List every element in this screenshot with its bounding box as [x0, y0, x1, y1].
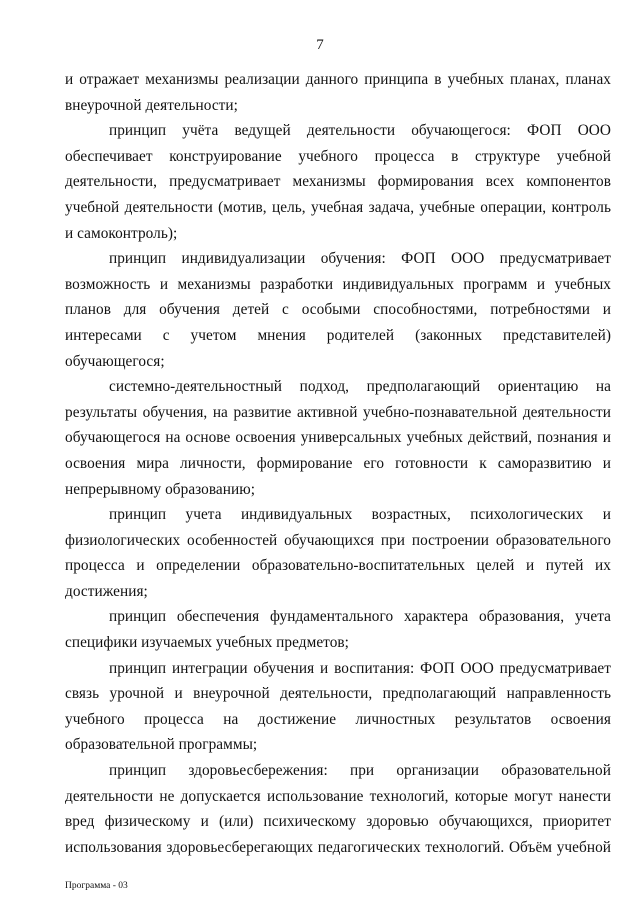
paragraph-system-activity: системно-деятельностный подход, предполагающий ориентацию на результаты обучения, на развитие активной учебно-познавательной деятельности обучающегося на основе освоения универсальных учебных действий, познания и освоения мира личности, формирование его готовности к саморазвитию и непрерывному образованию;: [65, 378, 611, 498]
paragraph-individual-features: принцип учета индивидуальных возрастных, психологических и физиологических особенностей обучающихся при построении образовательного процесса и определении образовательно-воспитательных целей и путей их достижения;: [65, 506, 611, 600]
paragraph-individualization: принцип индивидуализации обучения: ФОП ООО предусматривает возможность и механизмы разработки индивидуальных программ и учебных планов для обучения детей с особыми способностями, потребностями и интересами с учетом мнения родителей (законных представителей) обучающегося;: [65, 250, 611, 370]
paragraph-integration: принцип интеграции обучения и воспитания: ФОП ООО предусматривает связь урочной и внеурочной деятельности, предполагающий направленность учебного процесса на достижение личностных результатов освоения образовательной программы;: [65, 659, 611, 754]
paragraph-fundamental-character: принцип обеспечения фундаментального характера образования, учета специфики изучаемых учебных предметов;: [65, 608, 611, 652]
paragraph-health-saving: принцип здоровьесбережения: при организации образовательной деятельности не допускается использование технологий, которые могут нанести вред физическому и (или) психическому здоровью обучающихся, приоритет использования здоровьесберегающих педагогических технологий. Объём учебной: [65, 762, 611, 856]
page-number: 7: [316, 37, 324, 53]
footer-program-code: Программа - 03: [65, 881, 128, 891]
paragraph-leading-activity: принцип учёта ведущей деятельности обучающегося: ФОП ООО обеспечивает конструирование учебного процесса в структуре учебной деятельности, предусматривает механизмы формирования всех компонентов учебной деятельности (мотив, цель, учебная задача, учебные операции, контроль и самоконтроль);: [65, 122, 611, 242]
paragraph-continuation: и отражает механизмы реализации данного принципа в учебных планах, планах внеурочной деятельности;: [65, 71, 611, 114]
document-body: [65, 67, 611, 860]
